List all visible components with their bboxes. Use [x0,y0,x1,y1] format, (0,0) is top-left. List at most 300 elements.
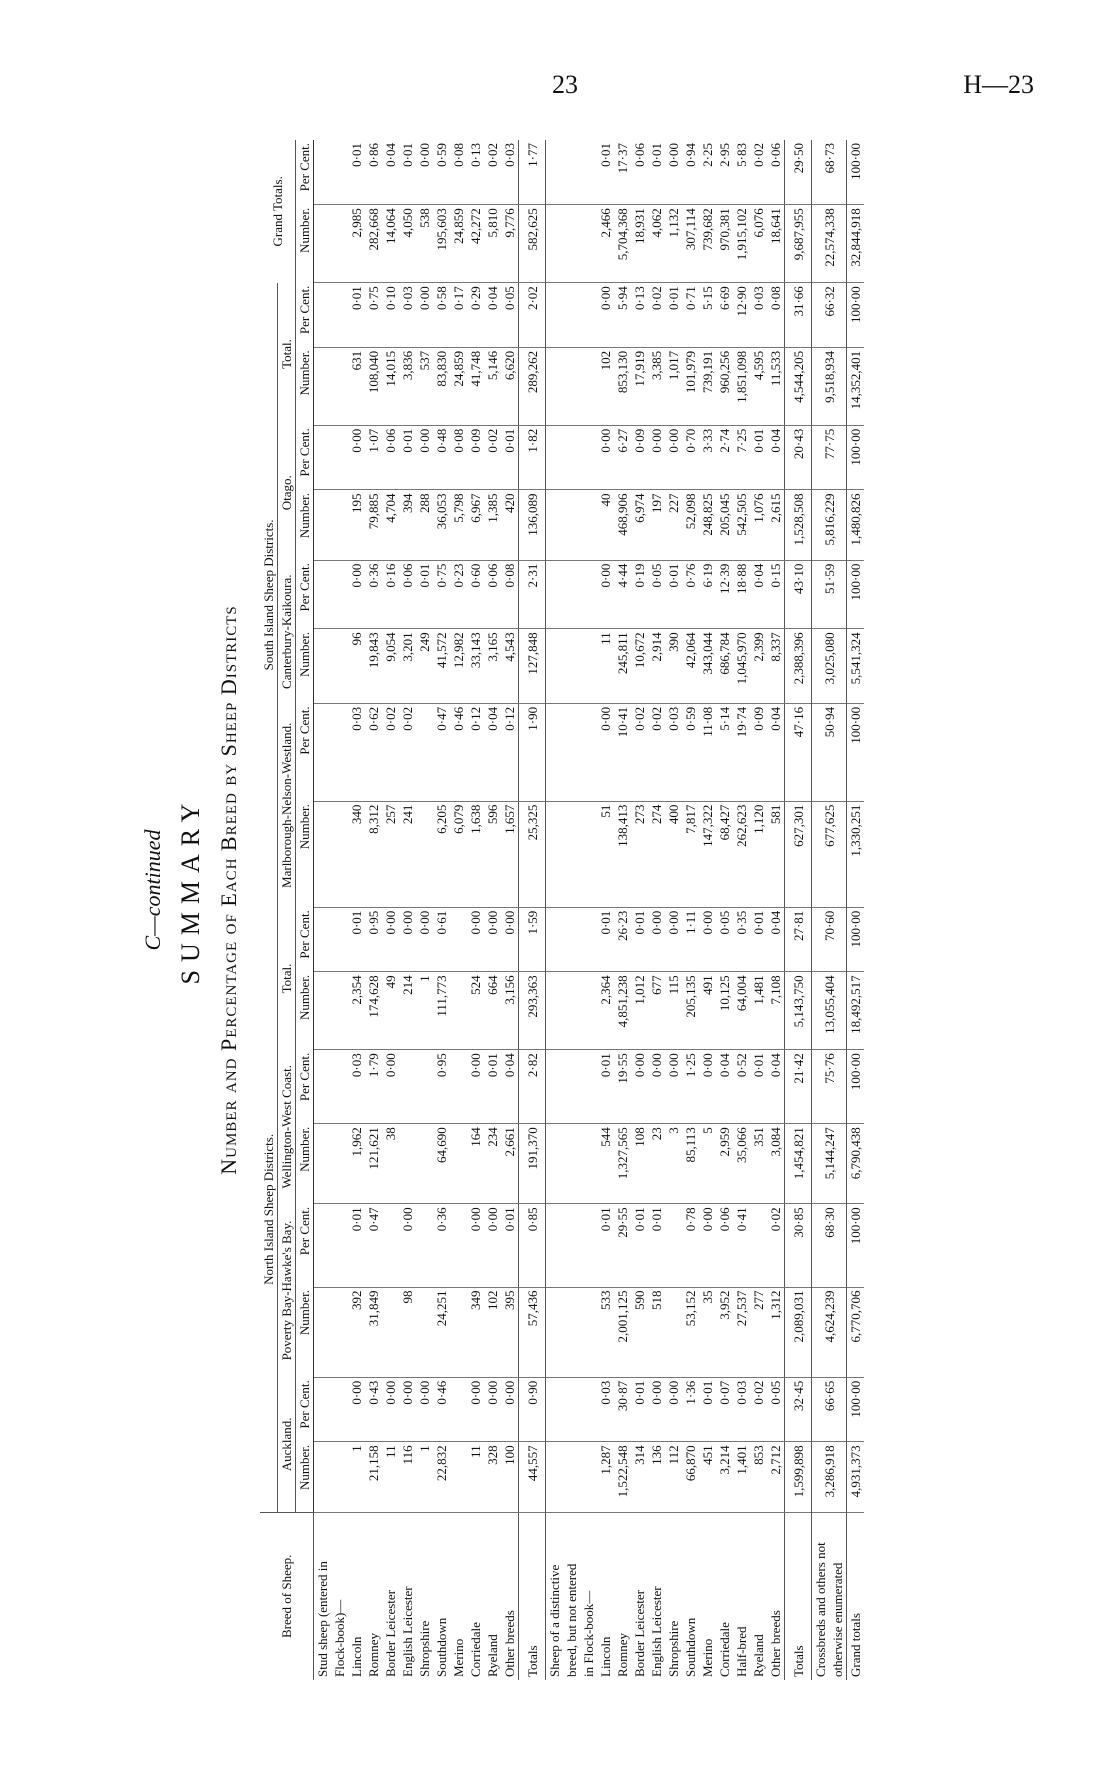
per-cent-cell: 0·05 [767,1377,785,1442]
per-cent-cell: 0·94 [682,140,699,205]
number-subheader: Number. [296,205,314,283]
number-cell [450,1442,467,1512]
per-cent-cell: 50·94 [812,703,847,801]
per-cent-cell: 0·78 [682,1204,699,1287]
per-cent-cell: 0·00 [699,1050,716,1124]
number-cell: 395 [501,1287,519,1377]
number-cell: 524 [467,972,484,1050]
table-row [365,140,382,1680]
table-row [665,140,682,1680]
per-cent-cell: 26·23 [614,907,631,972]
number-cell: 542,505 [733,490,750,560]
number-cell: 164 [467,1124,484,1204]
number-cell: 108,040 [365,347,382,425]
per-cent-cell: 0·00 [399,1204,416,1287]
number-cell: 4,624,239 [812,1287,847,1377]
breed-name: Ryeland [485,1634,500,1677]
breed-column-header: Breed of Sheep. [260,1512,314,1680]
south-island-group-header: South Island Sheep Districts. [260,283,278,908]
per-cent-cell: 66·32 [812,283,847,348]
number-cell: 289,262 [519,347,546,425]
per-cent-cell: 0·00 [467,1377,484,1442]
breed-name: Merino [451,1638,466,1677]
per-cent-cell: 0·00 [382,1377,399,1442]
number-cell: 1,638 [467,801,484,907]
table-row [399,140,416,1680]
table-row [631,140,648,1680]
breed-name: English Leicester [400,1586,415,1677]
number-cell: 115 [665,972,682,1050]
number-cell: 7,817 [682,801,699,907]
per-cent-cell: 0·00 [382,907,399,972]
number-cell: 5,146 [484,347,501,425]
number-cell: 42,272 [467,205,484,283]
per-cent-cell: 19·74 [733,703,750,801]
number-cell: 293,363 [519,972,546,1050]
number-cell: 116 [399,1442,416,1512]
per-cent-cell: 0·61 [433,907,450,972]
per-cent-cell: 5·83 [733,140,750,205]
per-cent-cell: 1·07 [365,425,382,490]
number-cell: 538 [416,205,433,283]
per-cent-cell: 18·88 [733,560,750,629]
north-island-group-header: North Island Sheep Districts. [260,907,278,1512]
number-cell: 1 [348,1442,365,1512]
per-cent-cell: 0·00 [382,1050,399,1124]
number-cell: 3,084 [767,1124,785,1204]
per-cent-cell: 43·10 [785,560,812,629]
per-cent-cell: 0·16 [382,560,399,629]
number-cell [416,1124,433,1204]
per-cent-cell: 0·00 [484,1204,501,1287]
number-cell: 537 [416,347,433,425]
number-cell: 195,603 [433,205,450,283]
per-cent-cell: 0·12 [467,703,484,801]
per-cent-cell: 0·02 [750,140,767,205]
breed-summary-table [260,140,864,1680]
number-cell: 11 [382,1442,399,1512]
per-cent-cell: 68·73 [812,140,847,205]
per-cent-cell: 0·01 [699,1377,716,1442]
number-cell: 214 [399,972,416,1050]
number-cell: 273 [631,801,648,907]
number-cell: 52,098 [682,490,699,560]
number-cell: 3,025,080 [812,629,847,704]
number-cell: 1,962 [348,1124,365,1204]
number-cell: 2,354 [348,972,365,1050]
per-cent-cell: 30·85 [785,1204,812,1287]
number-cell: 1,017 [665,347,682,425]
number-cell: 853,130 [614,347,631,425]
number-cell: 274 [648,801,665,907]
district-header: Wellington-West Coast. [278,1050,296,1204]
number-cell: 2,959 [716,1124,733,1204]
number-cell: 85,113 [682,1124,699,1204]
number-cell: 3,201 [399,629,416,704]
per-cent-cell: 0·00 [665,140,682,205]
breed-name: Corriedale [717,1622,732,1677]
per-cent-cell: 0·35 [733,907,750,972]
per-cent-cell: 0·02 [767,1204,785,1287]
per-cent-cell: 3·33 [699,425,716,490]
number-cell: 5,541,324 [847,629,865,704]
number-cell [450,972,467,1050]
number-cell: 10,125 [716,972,733,1050]
per-cent-cell: 0·01 [501,425,519,490]
per-cent-cell: 0·01 [348,140,365,205]
per-cent-cell [450,1050,467,1124]
per-cent-cell: 0·03 [348,703,365,801]
table-row [648,140,665,1680]
per-cent-cell: 100·00 [847,1204,865,1287]
district-header: Marlborough-Nelson-Westland. [278,703,296,907]
per-cent-cell: 1·25 [682,1050,699,1124]
per-cent-cell: 0·00 [665,1377,682,1442]
per-cent-cell: 0·59 [682,703,699,801]
per-cent-cell: 0·23 [450,560,467,629]
number-cell: 664 [484,972,501,1050]
breed-name: Half-bred [734,1626,749,1677]
breed-name [812,1512,847,1680]
number-cell: 3,385 [648,347,665,425]
number-cell: 4,851,238 [614,972,631,1050]
per-cent-cell: 100·00 [847,907,865,972]
per-cent-cell: 0·01 [750,907,767,972]
per-cent-cell: 0·01 [348,907,365,972]
per-cent-cell: 1·36 [682,1377,699,1442]
number-cell: 127,848 [519,629,546,704]
number-cell: 340 [348,801,365,907]
per-cent-cell: 1·90 [519,703,546,801]
per-cent-cell: 1·59 [519,907,546,972]
number-cell: 25,325 [519,801,546,907]
number-cell: 102 [484,1287,501,1377]
per-cent-cell: 0·03 [399,283,416,348]
number-cell [416,801,433,907]
per-cent-subheader: Per Cent. [296,560,314,629]
number-subheader: Number. [296,1124,314,1204]
per-cent-cell: 1·82 [519,425,546,490]
per-cent-cell: 6·19 [699,560,716,629]
per-cent-cell: 77·75 [812,425,847,490]
number-cell: 249 [416,629,433,704]
per-cent-cell: 0·03 [501,140,519,205]
breed-name: Shropshire [417,1620,432,1677]
number-cell: 24,859 [450,347,467,425]
number-cell: 1,076 [750,490,767,560]
number-cell: 3,156 [501,972,519,1050]
per-cent-cell: 27·81 [785,907,812,972]
per-cent-cell: 0·04 [484,703,501,801]
per-cent-cell: 0·90 [519,1377,546,1442]
per-cent-cell: 47·16 [785,703,812,801]
number-cell: 53,152 [682,1287,699,1377]
per-cent-cell: 0·01 [631,1377,648,1442]
per-cent-cell: 0·05 [501,283,519,348]
per-cent-cell: 5·14 [716,703,733,801]
grand-totals-group-header: Grand Totals. [260,140,296,283]
district-header: Total. [278,283,296,426]
number-cell: 18,931 [631,205,648,283]
per-cent-cell: 0·00 [648,425,665,490]
number-cell: 582,625 [519,205,546,283]
per-cent-cell: 0·00 [416,907,433,972]
per-cent-cell: 0·01 [665,283,682,348]
breed-name-line: Crossbreds and others not [813,1542,828,1677]
per-cent-cell: 2·02 [519,283,546,348]
number-cell [665,1287,682,1377]
table-row [767,140,785,1680]
breed-name: Totals [785,1512,812,1680]
per-cent-subheader: Per Cent. [296,1050,314,1124]
per-cent-cell: 0·36 [365,560,382,629]
per-cent-cell: 0·05 [716,907,733,972]
per-cent-cell: 0·12 [501,703,519,801]
breed-name: Border Leicester [383,1590,398,1677]
number-cell: 1 [416,1442,433,1512]
number-cell: 205,135 [682,972,699,1050]
number-cell: 35 [699,1287,716,1377]
number-cell: 234 [484,1124,501,1204]
number-cell: 468,906 [614,490,631,560]
per-cent-cell: 32·45 [785,1377,812,1442]
per-cent-cell: 0·00 [597,703,614,801]
per-cent-cell: 5·15 [699,283,716,348]
breed-name: Lincoln [349,1636,364,1677]
per-cent-cell: 0·95 [433,1050,450,1124]
per-cent-cell: 0·01 [597,140,614,205]
district-header: Canterbury-Kaikoura. [278,560,296,703]
per-cent-cell: 0·02 [631,703,648,801]
number-cell: 627,301 [785,801,812,907]
number-cell: 4,544,205 [785,347,812,425]
per-cent-cell: 0·02 [648,703,665,801]
number-cell: 307,114 [682,205,699,283]
table-row [682,140,699,1680]
per-cent-cell: 0·01 [631,907,648,972]
per-cent-cell: 2·82 [519,1050,546,1124]
number-cell: 314 [631,1442,648,1512]
table-row [450,140,467,1680]
per-cent-cell: 100·00 [847,140,865,205]
per-cent-cell: 0·00 [484,907,501,972]
per-cent-cell: 100·00 [847,703,865,801]
per-cent-cell: 0·08 [450,425,467,490]
per-cent-subheader: Per Cent. [296,140,314,205]
number-cell [382,1287,399,1377]
per-cent-cell [665,1204,682,1287]
number-cell: 33,143 [467,629,484,704]
per-cent-cell: 6·27 [614,425,631,490]
table-row [348,140,365,1680]
per-cent-cell [450,1377,467,1442]
number-cell: 631 [348,347,365,425]
breed-name: Lincoln [598,1636,613,1677]
per-cent-cell: 0·01 [597,1204,614,1287]
number-cell: 136,089 [519,490,546,560]
number-cell: 101,979 [682,347,699,425]
breed-name: Other breeds [502,1610,517,1677]
number-cell: 1,330,251 [847,801,865,907]
number-cell: 5,798 [450,490,467,560]
per-cent-cell: 0·15 [767,560,785,629]
number-cell: 14,064 [382,205,399,283]
number-cell: 8,312 [365,801,382,907]
number-cell: 3,165 [484,629,501,704]
per-cent-cell [416,703,433,801]
per-cent-cell: 0·00 [348,1377,365,1442]
per-cent-cell: 0·05 [648,560,665,629]
per-cent-cell: 0·09 [631,425,648,490]
per-cent-cell [450,1204,467,1287]
per-cent-cell: 0·08 [767,283,785,348]
per-cent-cell: 0·48 [433,425,450,490]
per-cent-cell: 0·01 [399,140,416,205]
number-cell: 41,748 [467,347,484,425]
per-cent-cell: 0·04 [767,425,785,490]
number-cell: 4,595 [750,347,767,425]
number-cell: 1,327,565 [614,1124,631,1204]
per-cent-cell: 0·47 [365,1204,382,1287]
per-cent-cell: 100·00 [847,425,865,490]
per-cent-cell: 20·43 [785,425,812,490]
number-cell: 1,657 [501,801,519,907]
per-cent-cell: 1·79 [365,1050,382,1124]
number-cell: 2,985 [348,205,365,283]
per-cent-cell: 0·95 [365,907,382,972]
number-cell: 11 [597,629,614,704]
per-cent-cell: 0·13 [467,140,484,205]
number-cell: 351 [750,1124,767,1204]
breed-name: Shropshire [666,1620,681,1677]
number-cell: 12,982 [450,629,467,704]
per-cent-cell: 0·00 [416,283,433,348]
per-cent-cell: 0·01 [597,907,614,972]
number-cell: 11 [467,1442,484,1512]
number-cell: 68,427 [716,801,733,907]
number-cell: 138,413 [614,801,631,907]
number-cell: 4,704 [382,490,399,560]
per-cent-subheader: Per Cent. [296,1377,314,1442]
number-cell: 4,062 [648,205,665,283]
number-cell: 1,312 [767,1287,785,1377]
table-row [597,140,614,1680]
table-row [699,140,716,1680]
per-cent-cell: 0·00 [699,1204,716,1287]
number-cell: 205,045 [716,490,733,560]
totals-row [519,140,546,1680]
number-cell: 2,914 [648,629,665,704]
per-cent-cell: 0·01 [750,1050,767,1124]
number-cell: 5,144,247 [812,1124,847,1204]
number-cell: 544 [597,1124,614,1204]
district-header: Poverty Bay-Hawke's Bay. [278,1204,296,1377]
number-cell: 2,661 [501,1124,519,1204]
number-cell: 4,050 [399,205,416,283]
per-cent-cell: 0·75 [365,283,382,348]
number-subheader: Number. [296,801,314,907]
number-cell: 102 [597,347,614,425]
table-row [433,140,450,1680]
number-cell: 2,712 [767,1442,785,1512]
per-cent-cell: 2·74 [716,425,733,490]
number-cell: 3,214 [716,1442,733,1512]
breed-name: Southdown [434,1617,449,1677]
per-cent-cell: 19·55 [614,1050,631,1124]
number-cell: 6,790,438 [847,1124,865,1204]
table-row [382,140,399,1680]
number-cell: 9,776 [501,205,519,283]
per-cent-cell: 0·06 [716,1204,733,1287]
number-cell: 400 [665,801,682,907]
number-cell [399,1124,416,1204]
number-cell: 2,089,031 [785,1287,812,1377]
table-row [750,140,767,1680]
number-cell: 390 [665,629,682,704]
number-cell: 100 [501,1442,519,1512]
number-cell: 451 [699,1442,716,1512]
number-cell: 4,931,373 [847,1442,865,1512]
per-cent-cell: 0·00 [416,140,433,205]
per-cent-cell: 0·01 [484,1050,501,1124]
per-cent-cell: 5·94 [614,283,631,348]
number-cell: 277 [750,1287,767,1377]
per-cent-cell: 0·04 [501,1050,519,1124]
table-row [467,140,484,1680]
number-cell: 1,120 [750,801,767,907]
district-header: Auckland. [278,1377,296,1512]
number-cell: 533 [597,1287,614,1377]
per-cent-cell: 29·50 [785,140,812,205]
number-cell: 147,322 [699,801,716,907]
number-cell: 3 [665,1124,682,1204]
per-cent-cell: 0·02 [484,140,501,205]
number-cell: 686,784 [716,629,733,704]
table-row [716,140,733,1680]
number-cell: 41,572 [433,629,450,704]
per-cent-cell: 0·01 [348,283,365,348]
number-cell: 32,844,918 [847,205,865,283]
number-cell: 5,816,229 [812,490,847,560]
per-cent-cell: 0·00 [699,907,716,972]
per-cent-cell: 0·09 [467,425,484,490]
rotated-table-page [140,90,1040,1690]
number-cell: 1,401 [733,1442,750,1512]
table-row [501,140,519,1680]
number-cell: 6,974 [631,490,648,560]
per-cent-cell: 0·00 [416,425,433,490]
per-cent-cell: 1·77 [519,140,546,205]
per-cent-cell: 0·52 [733,1050,750,1124]
per-cent-cell: 12·90 [733,283,750,348]
per-cent-cell: 100·00 [847,560,865,629]
per-cent-cell: 0·00 [467,1204,484,1287]
number-cell: 174,628 [365,972,382,1050]
number-cell: 6,620 [501,347,519,425]
per-cent-cell: 0·59 [433,140,450,205]
district-header: Total. [278,907,296,1050]
per-cent-cell: 0·43 [365,1377,382,1442]
per-cent-cell: 0·04 [767,703,785,801]
per-cent-cell: 0·01 [348,1204,365,1287]
number-subheader: Number. [296,347,314,425]
per-cent-cell: 0·06 [399,560,416,629]
breed-name: Corriedale [468,1622,483,1677]
per-cent-cell: 0·01 [631,1204,648,1287]
per-cent-cell: 30·87 [614,1377,631,1442]
per-cent-cell: 7·25 [733,425,750,490]
table-row [416,140,433,1680]
